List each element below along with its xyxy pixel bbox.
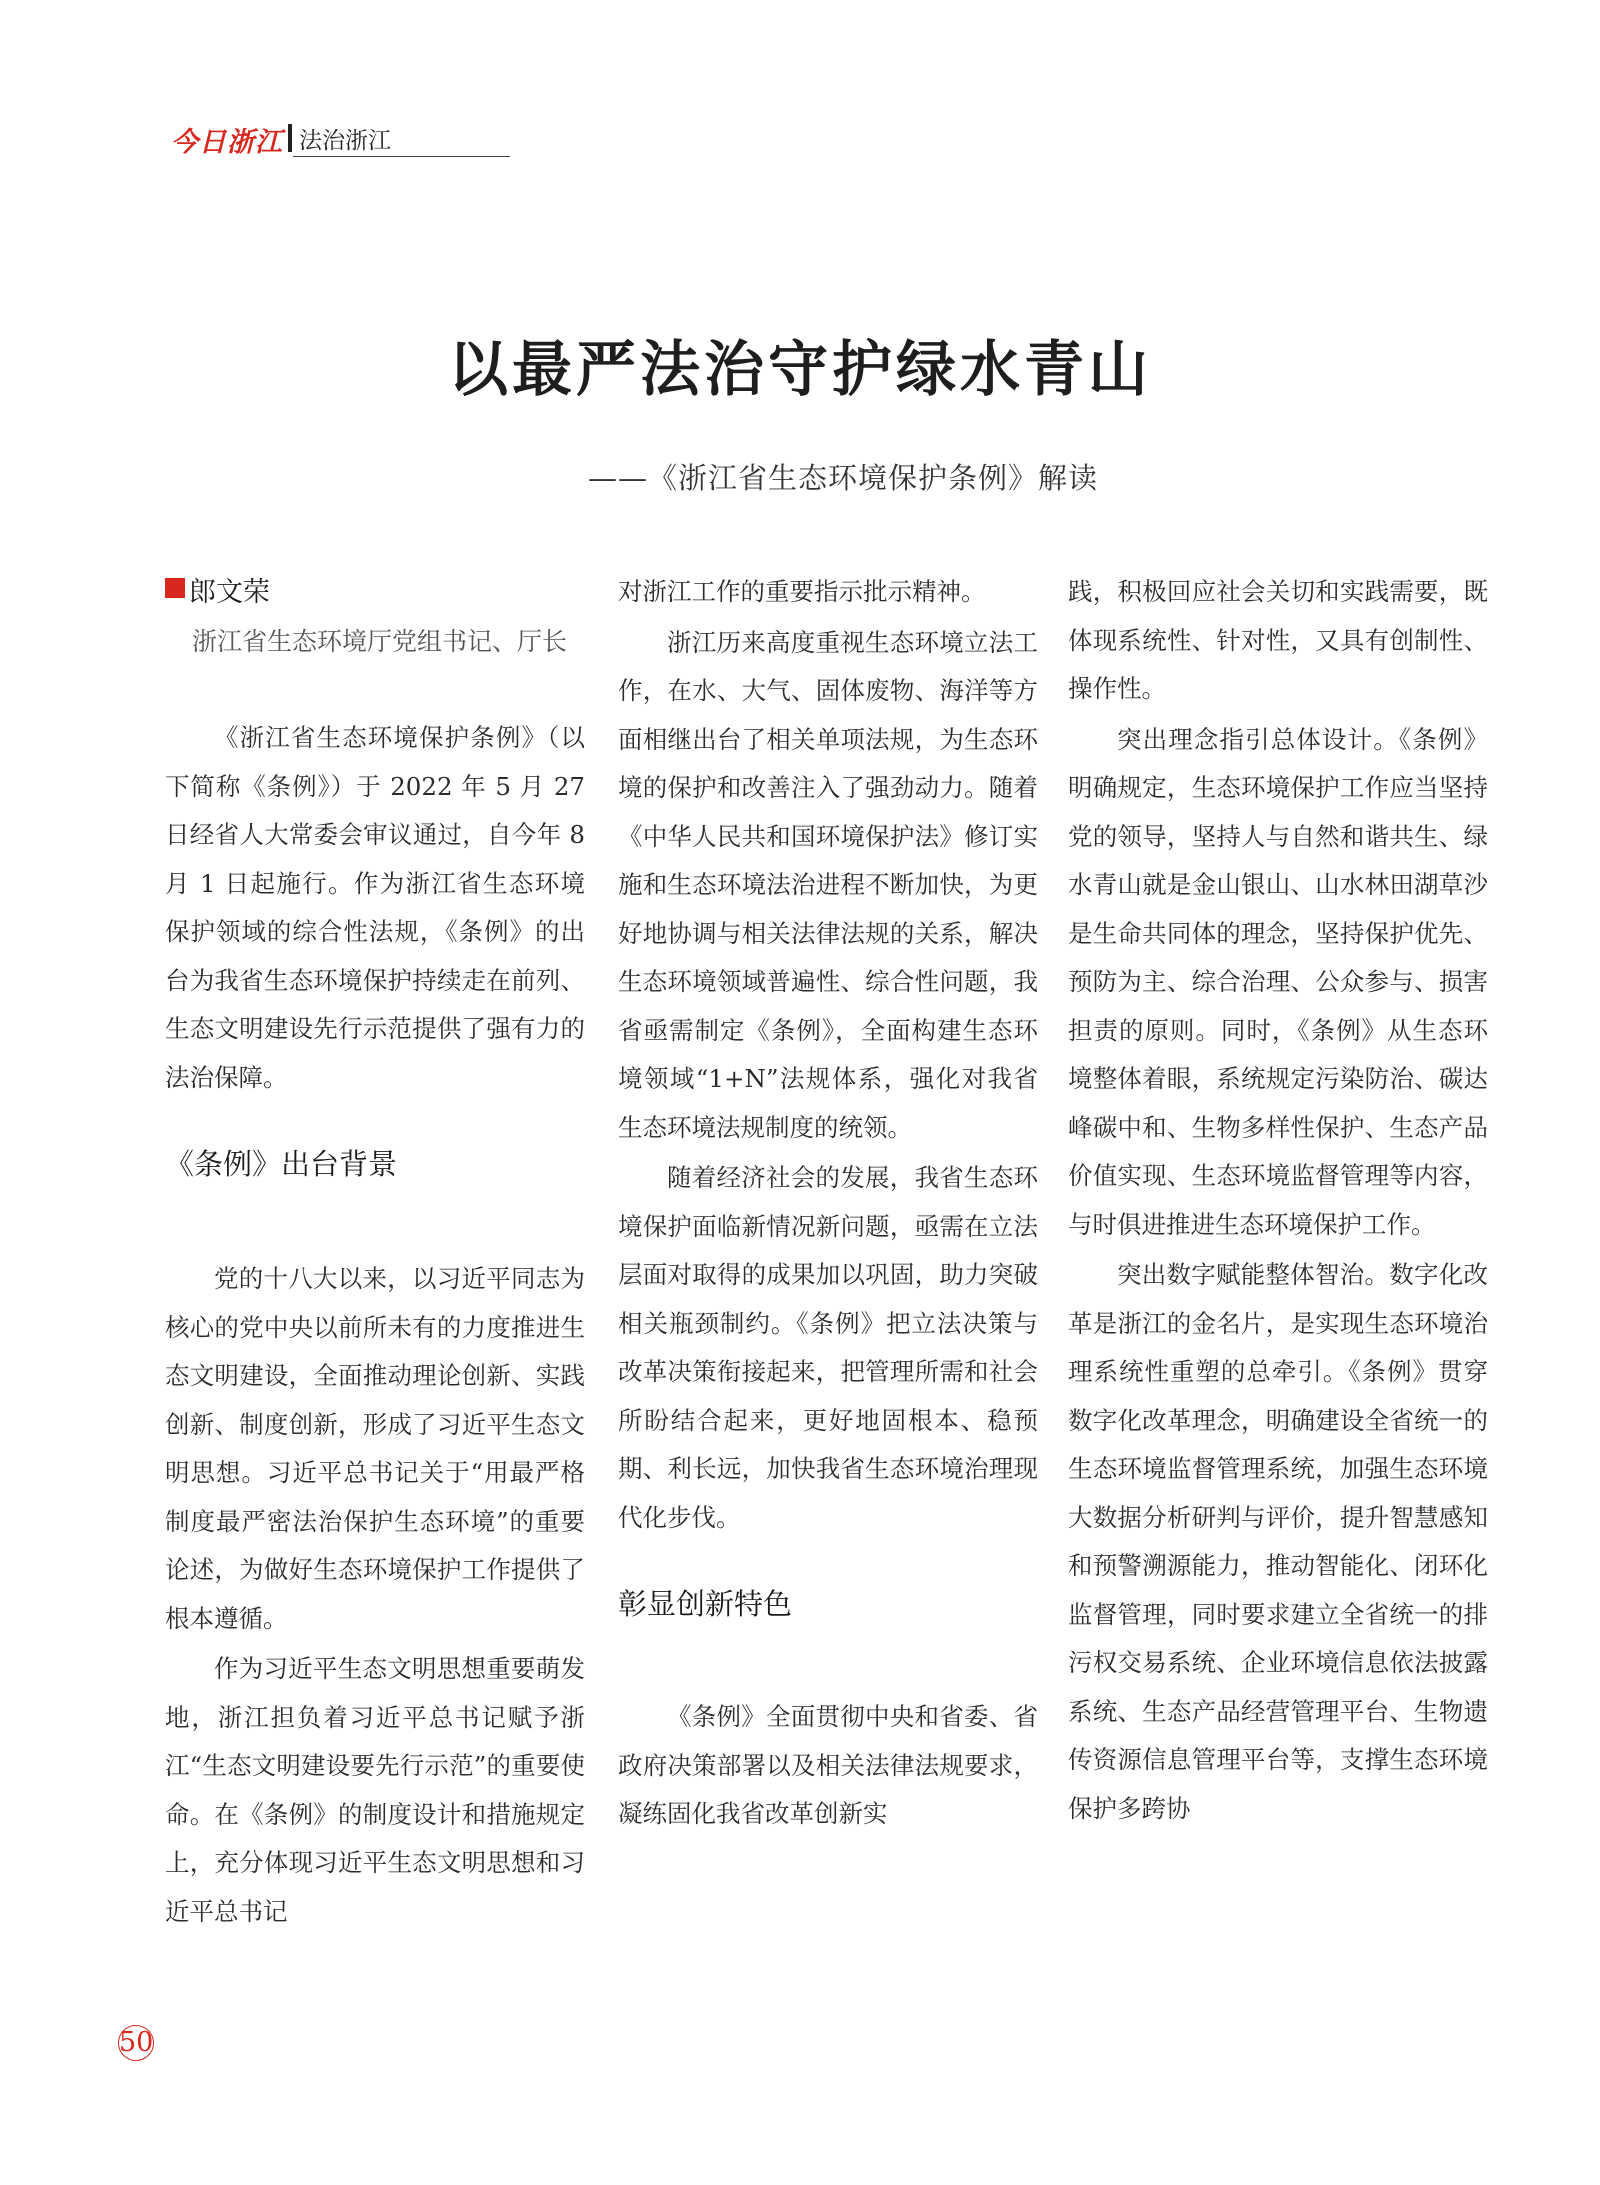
paragraph: 作为习近平生态文明思想重要萌发地，浙江担负着习近平总书记赋予浙江“生态文明建设要先行示范”的重要使命。在《条例》的制度设计和措施规定上，充分体现习近平生态文明思想和习近平总书记 xyxy=(165,1654,585,1926)
article-subtitle: ——《浙江省生态环境保护条例》解读 xyxy=(588,461,1099,495)
paragraph-lead: 突出数字赋能整体智治。 xyxy=(1117,1260,1390,1289)
magazine-logo: 今日浙江 xyxy=(171,127,283,158)
section-heading: 《条例》出台背景 xyxy=(165,1147,398,1181)
author-line xyxy=(165,570,270,609)
author-affiliation: 浙江省生态环境厅党组书记、厅长 xyxy=(192,627,568,656)
paragraph: 《条例》全面贯彻中央和省委、省政府决策部署以及相关法律法规要求，凝练固化我省改革创新实 xyxy=(618,1702,1038,1828)
paragraph xyxy=(1068,716,1488,1250)
paragraph-body: 《条例》明确规定，生态环境保护工作应当坚持党的领导，坚持人与自然和谐共生、绿水青山就是金山银山、山水林田湖草沙是生命共同体的理念，坚持保护优先、预防为主、综合治理、公众参与、损害担责的原则。同时，《条例》从生态环境整体着眼，系统规定污染防治、碳达峰碳中和、生物多样性保护、生态产品价值实现、生态环境监督管理等内容，与时俱进推进生态环境保护工作。 xyxy=(1068,724,1488,1239)
page-number: 50 xyxy=(118,2025,154,2061)
article-title: 以最严法治守护绿水青山 xyxy=(448,335,1152,405)
header-divider xyxy=(288,124,292,152)
column-3 xyxy=(1068,568,1488,1833)
section-heading: 彰显创新特色 xyxy=(618,1587,793,1621)
paragraph-lead: 突出理念指引总体设计。 xyxy=(1117,724,1399,754)
column-2 xyxy=(618,568,1038,1839)
paragraph: 践，积极回应社会关切和实践需要，既体现系统性、针对性，又具有创制性、操作性。 xyxy=(1068,577,1488,703)
paragraph xyxy=(1068,1251,1488,1833)
paragraph: 随着经济社会的发展，我省生态环境保护面临新情况新问题，亟需在立法层面对取得的成果加以巩固，助力突破相关瓶颈制约。《条例》把立法决策与改革决策衔接起来，把管理所需和社会所盼结合起来，更好地固根本、稳预期、利长远，加快我省生态环境治理现代化步伐。 xyxy=(618,1163,1038,1532)
header-rule xyxy=(293,156,510,157)
section-name: 法治浙江 xyxy=(299,128,391,154)
paragraph: 浙江历来高度重视生态环境立法工作，在水、大气、固体废物、海洋等方面相继出台了相关单项法规，为生态环境的保护和改善注入了强劲动力。随着《中华人民共和国环境保护法》修订实施和生态环境法治进程不断加快，为更好地协调与相关法律法规的关系，解决生态环境领域普遍性、综合性问题，我省亟需制定《条例》，全面构建生态环境领域“1+N”法规体系，强化对我省生态环境法规制度的统领。 xyxy=(618,627,1038,1142)
paragraph: 对浙江工作的重要指示批示精神。 xyxy=(618,577,986,606)
page-header xyxy=(165,118,510,158)
author-marker-icon xyxy=(165,578,185,598)
paragraph: 《浙江省生态环境保护条例》（以下简称《条例》）于 2022 年 5 月 27 日经省人大常委会审议通过，自今年 8 月 1 日起施行。作为浙江省生态环境保护领域的综合性法规，《条例》的出台为我省生态环境保护持续走在前列、生态文明建设先行示范提供了强有力的法治保障。 xyxy=(165,723,585,1092)
author-name: 郎文荣 xyxy=(189,577,270,608)
column-1 xyxy=(165,714,585,1936)
paragraph-body: 数字化改革是浙江的金名片，是实现生态环境治理系统性重塑的总牵引。《条例》贯穿数字化改革理念，明确建设全省统一的生态环境监督管理系统，加强生态环境大数据分析研判与评价，提升智慧感知和预警溯源能力，推动智能化、闭环化监督管理，同时要求建立全省统一的排污权交易系统、企业环境信息依法披露系统、生态产品经营管理平台、生物遗传资源信息管理平台等，支撑生态环境保护多跨协 xyxy=(1068,1260,1488,1823)
paragraph: 党的十八大以来，以习近平同志为核心的党中央以前所未有的力度推进生态文明建设，全面推动理论创新、实践创新、制度创新，形成了习近平生态文明思想。习近平总书记关于“用最严格制度最严密法治保护生态环境”的重要论述，为做好生态环境保护工作提供了根本遵循。 xyxy=(165,1264,585,1633)
